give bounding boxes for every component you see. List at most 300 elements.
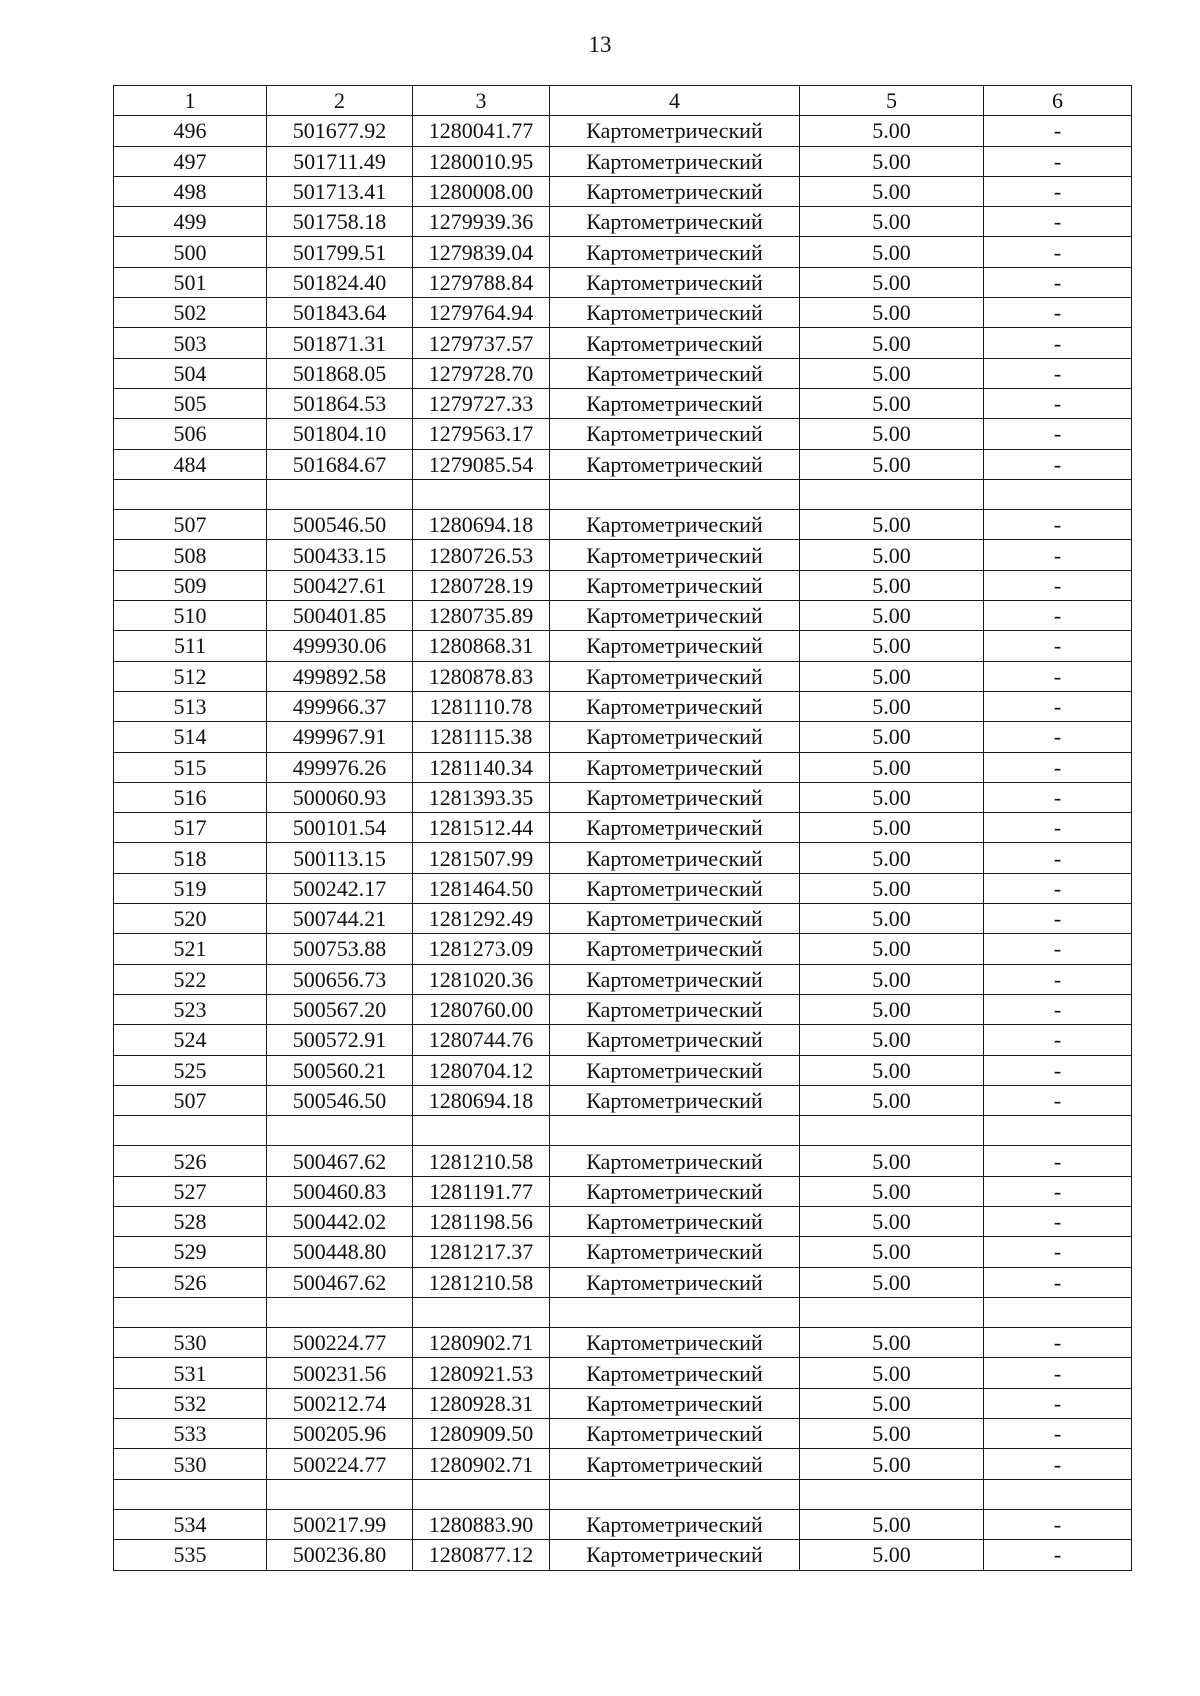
point-number-cell: 521	[114, 934, 267, 964]
y-coordinate-cell: 1280744.76	[413, 1025, 550, 1055]
x-coordinate-cell	[267, 479, 413, 509]
point-number-cell: 511	[114, 631, 267, 661]
point-number-cell: 500	[114, 237, 267, 267]
separator-row	[114, 1116, 1132, 1146]
method-cell: Картометрический	[550, 540, 800, 570]
accuracy-cell: 5.00	[800, 207, 984, 237]
table-row	[114, 873, 1132, 903]
x-coordinate-cell: 500567.20	[267, 994, 413, 1024]
method-cell: Картометрический	[550, 1176, 800, 1206]
x-coordinate-cell: 501758.18	[267, 207, 413, 237]
accuracy-cell: 5.00	[800, 782, 984, 812]
point-number-cell: 501	[114, 267, 267, 297]
accuracy-cell: 5.00	[800, 813, 984, 843]
accuracy-cell: 5.00	[800, 964, 984, 994]
point-number-cell	[114, 479, 267, 509]
note-cell: -	[984, 1540, 1132, 1570]
accuracy-cell: 5.00	[800, 843, 984, 873]
table-row	[114, 1419, 1132, 1449]
note-cell	[984, 1116, 1132, 1146]
note-cell: -	[984, 782, 1132, 812]
point-number-cell: 533	[114, 1419, 267, 1449]
y-coordinate-cell: 1281198.56	[413, 1206, 550, 1236]
method-cell: Картометрический	[550, 570, 800, 600]
table-row	[114, 176, 1132, 206]
note-cell: -	[984, 1328, 1132, 1358]
x-coordinate-cell: 501713.41	[267, 176, 413, 206]
y-coordinate-cell: 1280694.18	[413, 510, 550, 540]
note-cell: -	[984, 934, 1132, 964]
y-coordinate-cell: 1280878.83	[413, 661, 550, 691]
table-row	[114, 1146, 1132, 1176]
point-number-cell: 535	[114, 1540, 267, 1570]
point-number-cell: 497	[114, 146, 267, 176]
header-cell: 4	[550, 86, 800, 116]
y-coordinate-cell: 1279788.84	[413, 267, 550, 297]
note-cell	[984, 479, 1132, 509]
method-cell: Картометрический	[550, 1328, 800, 1358]
method-cell: Картометрический	[550, 1237, 800, 1267]
x-coordinate-cell: 499967.91	[267, 722, 413, 752]
accuracy-cell: 5.00	[800, 358, 984, 388]
method-cell: Картометрический	[550, 267, 800, 297]
method-cell: Картометрический	[550, 1419, 800, 1449]
accuracy-cell: 5.00	[800, 1267, 984, 1297]
point-number-cell: 503	[114, 328, 267, 358]
note-cell: -	[984, 722, 1132, 752]
note-cell: -	[984, 1206, 1132, 1236]
note-cell	[984, 1479, 1132, 1509]
y-coordinate-cell: 1279728.70	[413, 358, 550, 388]
y-coordinate-cell: 1279563.17	[413, 419, 550, 449]
point-number-cell	[114, 1116, 267, 1146]
method-cell: Картометрический	[550, 1146, 800, 1176]
header-cell: 2	[267, 86, 413, 116]
accuracy-cell: 5.00	[800, 116, 984, 146]
accuracy-cell: 5.00	[800, 540, 984, 570]
x-coordinate-cell: 501799.51	[267, 237, 413, 267]
point-number-cell	[114, 1479, 267, 1509]
table-row	[114, 1176, 1132, 1206]
method-cell	[550, 1297, 800, 1327]
point-number-cell: 520	[114, 904, 267, 934]
y-coordinate-cell: 1281292.49	[413, 904, 550, 934]
accuracy-cell: 5.00	[800, 1328, 984, 1358]
x-coordinate-cell: 500113.15	[267, 843, 413, 873]
method-cell: Картометрический	[550, 691, 800, 721]
y-coordinate-cell: 1281020.36	[413, 964, 550, 994]
point-number-cell: 532	[114, 1388, 267, 1418]
method-cell: Картометрический	[550, 843, 800, 873]
point-number-cell: 504	[114, 358, 267, 388]
table-row	[114, 146, 1132, 176]
table-row	[114, 116, 1132, 146]
point-number-cell: 509	[114, 570, 267, 600]
x-coordinate-cell: 501804.10	[267, 419, 413, 449]
accuracy-cell: 5.00	[800, 146, 984, 176]
accuracy-cell: 5.00	[800, 1146, 984, 1176]
y-coordinate-cell: 1279727.33	[413, 388, 550, 418]
method-cell: Картометрический	[550, 237, 800, 267]
accuracy-cell: 5.00	[800, 994, 984, 1024]
x-coordinate-cell: 500442.02	[267, 1206, 413, 1236]
accuracy-cell: 5.00	[800, 267, 984, 297]
x-coordinate-cell: 501871.31	[267, 328, 413, 358]
x-coordinate-cell: 500242.17	[267, 873, 413, 903]
table-row	[114, 1509, 1132, 1539]
x-coordinate-cell: 499930.06	[267, 631, 413, 661]
point-number-cell: 530	[114, 1328, 267, 1358]
method-cell: Картометрический	[550, 298, 800, 328]
table-row	[114, 1388, 1132, 1418]
coordinates-table	[113, 85, 1132, 1571]
point-number-cell: 526	[114, 1146, 267, 1176]
method-cell: Картометрический	[550, 388, 800, 418]
method-cell	[550, 479, 800, 509]
table-row	[114, 934, 1132, 964]
method-cell: Картометрический	[550, 1055, 800, 1085]
note-cell: -	[984, 449, 1132, 479]
accuracy-cell: 5.00	[800, 449, 984, 479]
accuracy-cell: 5.00	[800, 601, 984, 631]
accuracy-cell: 5.00	[800, 298, 984, 328]
accuracy-cell: 5.00	[800, 1237, 984, 1267]
note-cell: -	[984, 358, 1132, 388]
note-cell: -	[984, 1267, 1132, 1297]
y-coordinate-cell: 1281115.38	[413, 722, 550, 752]
note-cell: -	[984, 267, 1132, 297]
header-cell: 6	[984, 86, 1132, 116]
note-cell: -	[984, 540, 1132, 570]
note-cell: -	[984, 873, 1132, 903]
table-row	[114, 1267, 1132, 1297]
method-cell: Картометрический	[550, 722, 800, 752]
method-cell: Картометрический	[550, 510, 800, 540]
method-cell	[550, 1479, 800, 1509]
x-coordinate-cell: 500212.74	[267, 1388, 413, 1418]
x-coordinate-cell	[267, 1116, 413, 1146]
x-coordinate-cell: 500224.77	[267, 1449, 413, 1479]
y-coordinate-cell: 1281464.50	[413, 873, 550, 903]
y-coordinate-cell: 1281191.77	[413, 1176, 550, 1206]
table-row	[114, 1085, 1132, 1115]
y-coordinate-cell	[413, 1479, 550, 1509]
note-cell: -	[984, 1055, 1132, 1085]
y-coordinate-cell: 1280010.95	[413, 146, 550, 176]
method-cell: Картометрический	[550, 813, 800, 843]
y-coordinate-cell: 1280921.53	[413, 1358, 550, 1388]
x-coordinate-cell: 500656.73	[267, 964, 413, 994]
accuracy-cell: 5.00	[800, 1419, 984, 1449]
y-coordinate-cell: 1281140.34	[413, 752, 550, 782]
x-coordinate-cell: 501843.64	[267, 298, 413, 328]
accuracy-cell: 5.00	[800, 934, 984, 964]
table-row	[114, 691, 1132, 721]
accuracy-cell: 5.00	[800, 1085, 984, 1115]
point-number-cell: 527	[114, 1176, 267, 1206]
accuracy-cell	[800, 1116, 984, 1146]
accuracy-cell: 5.00	[800, 1055, 984, 1085]
y-coordinate-cell: 1280902.71	[413, 1449, 550, 1479]
accuracy-cell: 5.00	[800, 631, 984, 661]
table-row	[114, 328, 1132, 358]
method-cell: Картометрический	[550, 176, 800, 206]
y-coordinate-cell: 1280694.18	[413, 1085, 550, 1115]
table-row	[114, 964, 1132, 994]
accuracy-cell: 5.00	[800, 722, 984, 752]
method-cell: Картометрический	[550, 601, 800, 631]
note-cell: -	[984, 964, 1132, 994]
table-row	[114, 843, 1132, 873]
y-coordinate-cell: 1280883.90	[413, 1509, 550, 1539]
method-cell: Картометрический	[550, 1358, 800, 1388]
note-cell: -	[984, 116, 1132, 146]
x-coordinate-cell: 500546.50	[267, 510, 413, 540]
note-cell: -	[984, 1358, 1132, 1388]
table-row	[114, 358, 1132, 388]
y-coordinate-cell: 1279085.54	[413, 449, 550, 479]
y-coordinate-cell: 1281273.09	[413, 934, 550, 964]
note-cell: -	[984, 1176, 1132, 1206]
x-coordinate-cell: 500205.96	[267, 1419, 413, 1449]
note-cell: -	[984, 1419, 1132, 1449]
method-cell: Картометрический	[550, 994, 800, 1024]
y-coordinate-cell: 1281210.58	[413, 1146, 550, 1176]
note-cell: -	[984, 1237, 1132, 1267]
x-coordinate-cell: 500448.80	[267, 1237, 413, 1267]
method-cell: Картометрический	[550, 419, 800, 449]
note-cell: -	[984, 1085, 1132, 1115]
accuracy-cell	[800, 479, 984, 509]
x-coordinate-cell: 500427.61	[267, 570, 413, 600]
accuracy-cell: 5.00	[800, 510, 984, 540]
note-cell	[984, 1297, 1132, 1327]
note-cell: -	[984, 570, 1132, 600]
x-coordinate-cell: 500467.62	[267, 1146, 413, 1176]
table-row	[114, 994, 1132, 1024]
x-coordinate-cell: 500401.85	[267, 601, 413, 631]
y-coordinate-cell: 1280726.53	[413, 540, 550, 570]
table-row	[114, 752, 1132, 782]
point-number-cell: 515	[114, 752, 267, 782]
x-coordinate-cell: 501824.40	[267, 267, 413, 297]
point-number-cell: 508	[114, 540, 267, 570]
method-cell: Картометрический	[550, 116, 800, 146]
method-cell: Картометрический	[550, 1025, 800, 1055]
method-cell: Картометрический	[550, 904, 800, 934]
note-cell: -	[984, 1509, 1132, 1539]
y-coordinate-cell: 1280704.12	[413, 1055, 550, 1085]
note-cell: -	[984, 1449, 1132, 1479]
method-cell	[550, 1116, 800, 1146]
point-number-cell: 507	[114, 510, 267, 540]
note-cell: -	[984, 661, 1132, 691]
x-coordinate-cell: 501684.67	[267, 449, 413, 479]
point-number-cell: 514	[114, 722, 267, 752]
x-coordinate-cell: 500101.54	[267, 813, 413, 843]
accuracy-cell: 5.00	[800, 388, 984, 418]
x-coordinate-cell: 499892.58	[267, 661, 413, 691]
table-row	[114, 540, 1132, 570]
accuracy-cell: 5.00	[800, 1176, 984, 1206]
point-number-cell: 498	[114, 176, 267, 206]
x-coordinate-cell: 500744.21	[267, 904, 413, 934]
method-cell: Картометрический	[550, 661, 800, 691]
note-cell: -	[984, 510, 1132, 540]
table-row	[114, 1206, 1132, 1236]
point-number-cell: 505	[114, 388, 267, 418]
x-coordinate-cell: 500433.15	[267, 540, 413, 570]
point-number-cell: 531	[114, 1358, 267, 1388]
table-row	[114, 510, 1132, 540]
note-cell: -	[984, 419, 1132, 449]
table-body	[114, 116, 1132, 1570]
method-cell: Картометрический	[550, 934, 800, 964]
table-row	[114, 1328, 1132, 1358]
x-coordinate-cell	[267, 1479, 413, 1509]
method-cell: Картометрический	[550, 1085, 800, 1115]
point-number-cell: 512	[114, 661, 267, 691]
y-coordinate-cell	[413, 479, 550, 509]
y-coordinate-cell: 1280928.31	[413, 1388, 550, 1418]
point-number-cell: 530	[114, 1449, 267, 1479]
method-cell: Картометрический	[550, 358, 800, 388]
header-cell: 5	[800, 86, 984, 116]
point-number-cell: 506	[114, 419, 267, 449]
table-row	[114, 449, 1132, 479]
accuracy-cell: 5.00	[800, 176, 984, 206]
note-cell: -	[984, 237, 1132, 267]
accuracy-cell: 5.00	[800, 1025, 984, 1055]
y-coordinate-cell: 1280760.00	[413, 994, 550, 1024]
method-cell: Картометрический	[550, 449, 800, 479]
table-header	[114, 86, 1132, 116]
point-number-cell	[114, 1297, 267, 1327]
note-cell: -	[984, 388, 1132, 418]
y-coordinate-cell: 1279939.36	[413, 207, 550, 237]
x-coordinate-cell: 500231.56	[267, 1358, 413, 1388]
point-number-cell: 517	[114, 813, 267, 843]
point-number-cell: 499	[114, 207, 267, 237]
method-cell: Картометрический	[550, 1267, 800, 1297]
x-coordinate-cell: 500467.62	[267, 1267, 413, 1297]
separator-row	[114, 1297, 1132, 1327]
point-number-cell: 534	[114, 1509, 267, 1539]
x-coordinate-cell: 501864.53	[267, 388, 413, 418]
point-number-cell: 518	[114, 843, 267, 873]
method-cell: Картометрический	[550, 1388, 800, 1418]
y-coordinate-cell: 1281507.99	[413, 843, 550, 873]
y-coordinate-cell: 1280877.12	[413, 1540, 550, 1570]
note-cell: -	[984, 328, 1132, 358]
point-number-cell: 529	[114, 1237, 267, 1267]
x-coordinate-cell: 500546.50	[267, 1085, 413, 1115]
note-cell: -	[984, 843, 1132, 873]
point-number-cell: 507	[114, 1085, 267, 1115]
point-number-cell: 528	[114, 1206, 267, 1236]
x-coordinate-cell: 500460.83	[267, 1176, 413, 1206]
accuracy-cell: 5.00	[800, 873, 984, 903]
y-coordinate-cell: 1281210.58	[413, 1267, 550, 1297]
method-cell: Картометрический	[550, 631, 800, 661]
note-cell: -	[984, 298, 1132, 328]
method-cell: Картометрический	[550, 964, 800, 994]
point-number-cell: 525	[114, 1055, 267, 1085]
accuracy-cell: 5.00	[800, 1206, 984, 1236]
table-row	[114, 601, 1132, 631]
x-coordinate-cell: 500236.80	[267, 1540, 413, 1570]
page-number: 13	[588, 32, 612, 57]
point-number-cell: 496	[114, 116, 267, 146]
method-cell: Картометрический	[550, 873, 800, 903]
y-coordinate-cell: 1280735.89	[413, 601, 550, 631]
accuracy-cell: 5.00	[800, 1540, 984, 1570]
note-cell: -	[984, 904, 1132, 934]
note-cell: -	[984, 1146, 1132, 1176]
x-coordinate-cell: 501677.92	[267, 116, 413, 146]
table-row	[114, 782, 1132, 812]
y-coordinate-cell: 1281512.44	[413, 813, 550, 843]
header-cell: 3	[413, 86, 550, 116]
point-number-cell: 526	[114, 1267, 267, 1297]
y-coordinate-cell: 1280909.50	[413, 1419, 550, 1449]
accuracy-cell: 5.00	[800, 570, 984, 600]
y-coordinate-cell: 1281217.37	[413, 1237, 550, 1267]
note-cell: -	[984, 176, 1132, 206]
table-row	[114, 267, 1132, 297]
separator-row	[114, 1479, 1132, 1509]
x-coordinate-cell: 501868.05	[267, 358, 413, 388]
accuracy-cell: 5.00	[800, 904, 984, 934]
note-cell: -	[984, 752, 1132, 782]
y-coordinate-cell: 1280868.31	[413, 631, 550, 661]
note-cell: -	[984, 601, 1132, 631]
x-coordinate-cell	[267, 1297, 413, 1327]
accuracy-cell: 5.00	[800, 1358, 984, 1388]
y-coordinate-cell: 1279839.04	[413, 237, 550, 267]
y-coordinate-cell: 1279764.94	[413, 298, 550, 328]
y-coordinate-cell: 1281393.35	[413, 782, 550, 812]
note-cell: -	[984, 813, 1132, 843]
point-number-cell: 519	[114, 873, 267, 903]
accuracy-cell: 5.00	[800, 328, 984, 358]
table-row	[114, 904, 1132, 934]
table-row	[114, 207, 1132, 237]
note-cell: -	[984, 207, 1132, 237]
header-cell: 1	[114, 86, 267, 116]
method-cell: Картометрический	[550, 782, 800, 812]
point-number-cell: 524	[114, 1025, 267, 1055]
accuracy-cell: 5.00	[800, 691, 984, 721]
table-row	[114, 813, 1132, 843]
y-coordinate-cell: 1280902.71	[413, 1328, 550, 1358]
note-cell: -	[984, 146, 1132, 176]
note-cell: -	[984, 1025, 1132, 1055]
table-row	[114, 1237, 1132, 1267]
method-cell: Картометрический	[550, 1540, 800, 1570]
header-row	[114, 86, 1132, 116]
accuracy-cell: 5.00	[800, 1509, 984, 1539]
note-cell: -	[984, 1388, 1132, 1418]
method-cell: Картометрический	[550, 1206, 800, 1236]
method-cell: Картометрический	[550, 1449, 800, 1479]
table-row	[114, 570, 1132, 600]
method-cell: Картометрический	[550, 207, 800, 237]
note-cell: -	[984, 691, 1132, 721]
x-coordinate-cell: 501711.49	[267, 146, 413, 176]
method-cell: Картометрический	[550, 1509, 800, 1539]
y-coordinate-cell	[413, 1297, 550, 1327]
